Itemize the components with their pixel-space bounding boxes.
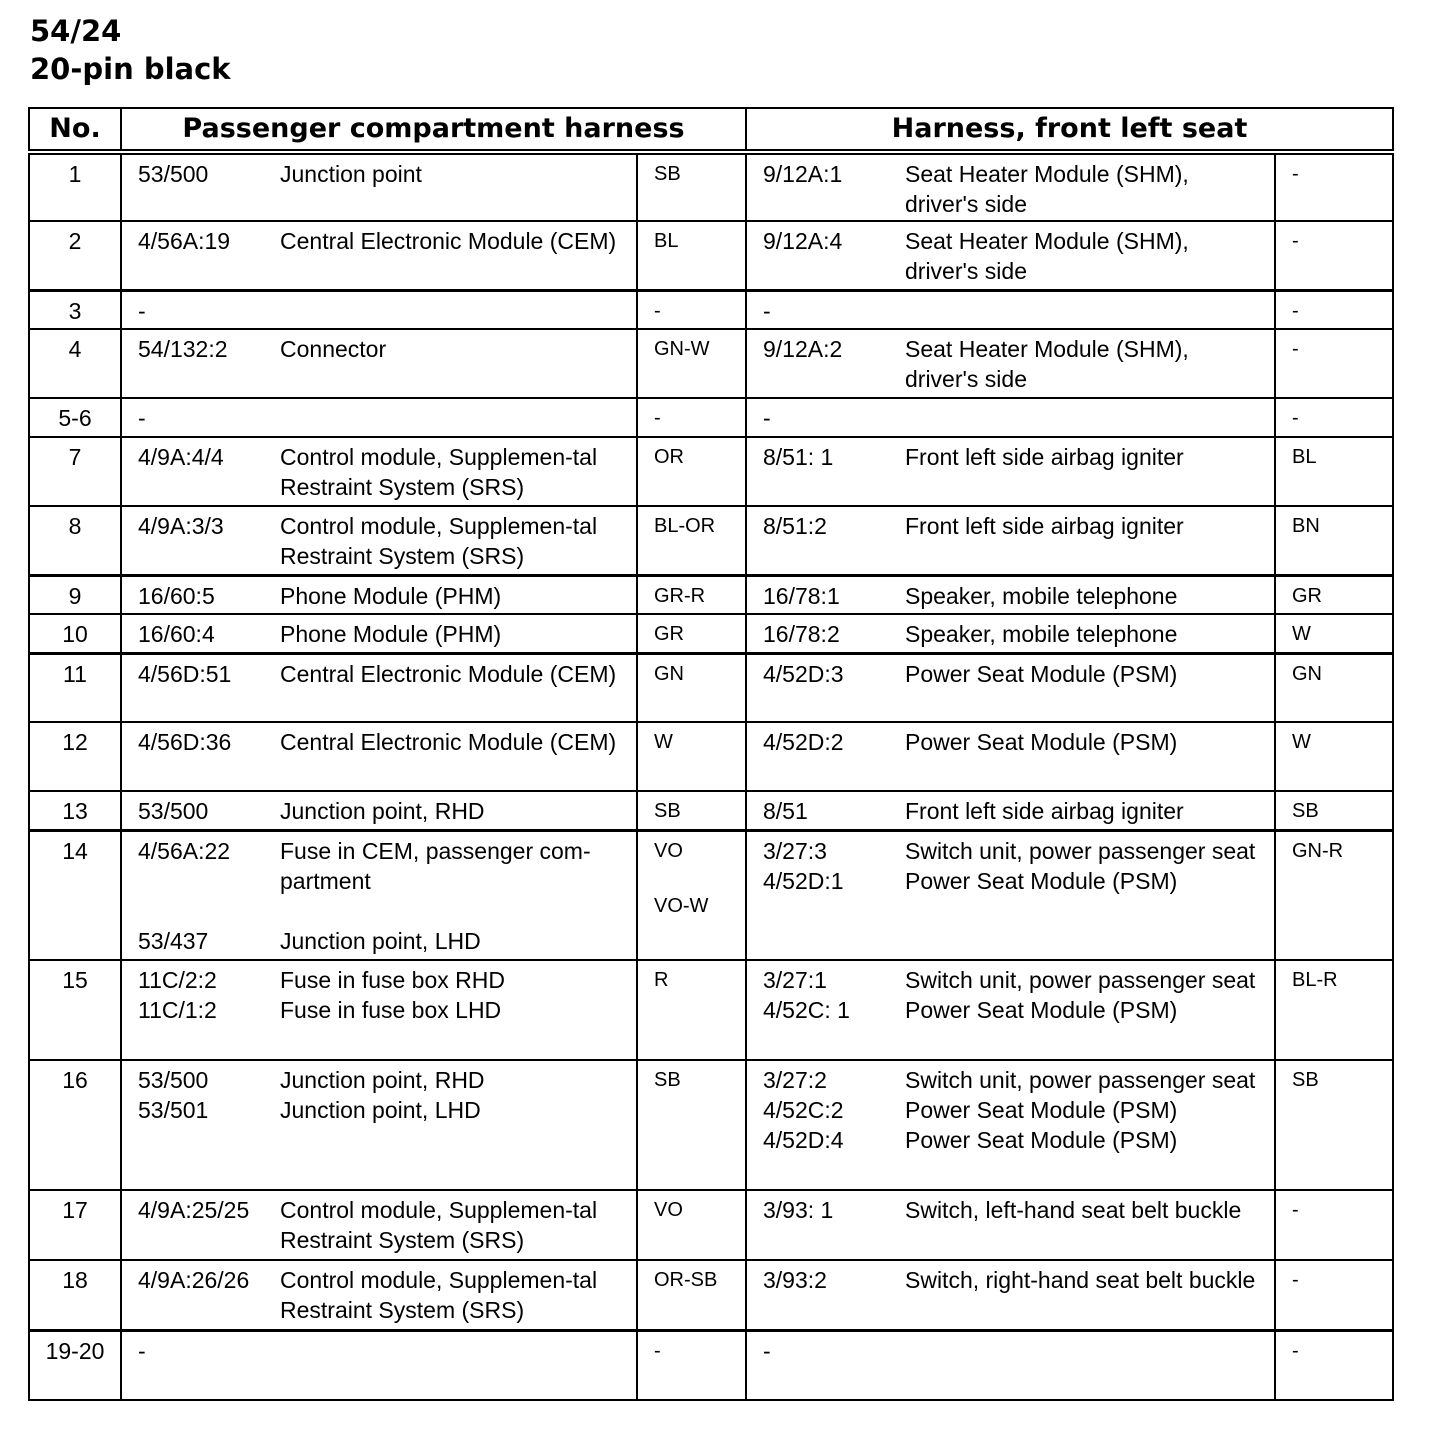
- left-color-cell: [637, 575, 746, 614]
- pin-number: 9: [29, 575, 121, 614]
- right-harness-cell: [746, 221, 1275, 290]
- right-color-cell: [1275, 722, 1393, 791]
- right-harness-cell: [746, 653, 1275, 722]
- component-description: Central Electronic Module (CEM): [280, 729, 617, 755]
- left-harness-cell: [121, 290, 637, 329]
- right-color-cell: [1275, 960, 1393, 1060]
- component-code: -: [138, 297, 146, 324]
- right-harness-cell: [746, 1260, 1275, 1330]
- component-code: 16/78:2: [763, 621, 840, 647]
- pin-number: 4: [29, 329, 121, 398]
- component-description: Front left side airbag igniter: [905, 444, 1184, 470]
- wire-color: OR: [654, 446, 684, 468]
- component-code: 3/93:2: [763, 1267, 827, 1293]
- pin-number: 15: [29, 960, 121, 1060]
- pin-number: 10: [29, 614, 121, 653]
- component-description: [905, 296, 1266, 326]
- wire-color: OR-SB: [654, 1269, 718, 1291]
- left-harness-cell: [121, 1190, 637, 1260]
- wire-color: -: [1292, 1339, 1299, 1362]
- pin-number: 12: [29, 722, 121, 791]
- component-description: Central Electronic Module (CEM): [280, 660, 617, 687]
- pin-number: 13: [29, 791, 121, 830]
- wire-color: BN: [1292, 515, 1320, 537]
- wire-color: -: [654, 1339, 661, 1362]
- left-harness-entry: [138, 1195, 628, 1255]
- table-row: [29, 1260, 1393, 1330]
- component-description: Switch unit, power passenger seat: [905, 1067, 1256, 1093]
- table-row: [29, 653, 1393, 722]
- component-code: 3/27:1: [763, 967, 827, 993]
- component-description: [280, 1336, 628, 1366]
- component-description: Seat Heater Module (SHM), driver's side: [905, 336, 1189, 392]
- component-description: Control module, Supplemen-tal Restraint System (SRS): [280, 1197, 598, 1253]
- right-harness-entry: [763, 995, 1266, 1025]
- component-description: Central Electronic Module (CEM): [280, 228, 617, 254]
- component-code: 9/12A:2: [763, 336, 843, 362]
- component-description: Speaker, mobile telephone: [905, 621, 1178, 647]
- component-code: 4/52D:4: [763, 1127, 844, 1153]
- table-row: [29, 1190, 1393, 1260]
- component-code: 11C/1:2: [138, 997, 217, 1023]
- right-harness-entry: [763, 866, 1266, 896]
- component-description: Front left side airbag igniter: [905, 513, 1184, 539]
- wire-color: SB: [654, 163, 681, 185]
- component-description: Control module, Supplemen-tal Restraint System (SRS): [280, 513, 598, 569]
- component-code: 16/60:5: [138, 582, 215, 609]
- pin-number: 1: [29, 152, 121, 221]
- left-color-cell: [637, 1060, 746, 1190]
- pin-number: 8: [29, 506, 121, 575]
- component-description: Power Seat Module (PSM): [905, 729, 1178, 755]
- wire-color: -: [654, 407, 661, 429]
- left-harness-cell: [121, 329, 637, 398]
- pin-table: [28, 107, 1394, 1401]
- component-code: 4/56A:19: [138, 228, 231, 254]
- wire-color: GR: [654, 623, 684, 645]
- wire-color: GN-W: [654, 338, 710, 360]
- table-row: [29, 722, 1393, 791]
- left-harness-entry: [138, 659, 628, 689]
- component-code: 4/52D:3: [763, 660, 844, 687]
- table-row: [29, 329, 1393, 398]
- connector-description: 20-pin black: [30, 52, 231, 86]
- component-code: 3/93: 1: [763, 1197, 834, 1223]
- table-header-row: [29, 108, 1393, 152]
- right-color-cell: [1275, 575, 1393, 614]
- table-row: [29, 398, 1393, 437]
- right-harness-entry: [763, 1195, 1266, 1225]
- right-harness-cell: [746, 506, 1275, 575]
- pin-number: 16: [29, 1060, 121, 1190]
- left-color-cell: [637, 960, 746, 1060]
- component-code: 4/52D:1: [763, 867, 844, 894]
- right-color-cell: [1275, 221, 1393, 290]
- component-description: Fuse in fuse box RHD: [280, 967, 505, 993]
- wire-color: VO: [654, 839, 683, 862]
- left-harness-entry: [138, 334, 628, 364]
- component-code: 9/12A:1: [763, 161, 843, 187]
- pin-number: 11: [29, 653, 121, 722]
- component-description: Seat Heater Module (SHM), driver's side: [905, 228, 1189, 284]
- pin-number: 19-20: [29, 1330, 121, 1400]
- component-code: 53/500: [138, 161, 209, 187]
- wire-color: W: [654, 731, 673, 753]
- wire-color: -: [1292, 230, 1299, 252]
- component-description: Power Seat Module (PSM): [905, 997, 1178, 1023]
- left-harness-entry: [138, 965, 628, 995]
- right-color-cell: [1275, 614, 1393, 653]
- left-color-cell: [637, 506, 746, 575]
- right-harness-entry: [763, 836, 1266, 866]
- wire-color: W: [1292, 623, 1311, 645]
- wire-color: BL: [654, 230, 679, 252]
- wire-color: -: [654, 299, 661, 322]
- wire-color: -: [1292, 299, 1299, 322]
- wire-color: -: [1292, 407, 1299, 429]
- pin-number: 3: [29, 290, 121, 329]
- wire-color: GN: [654, 662, 684, 685]
- component-description: Power Seat Module (PSM): [905, 867, 1178, 894]
- left-harness-entry: [138, 511, 628, 571]
- left-color-cell: [637, 437, 746, 506]
- right-harness-cell: [746, 830, 1275, 960]
- right-harness-entry: [763, 727, 1266, 757]
- left-color-cell: [637, 329, 746, 398]
- left-harness-entry: [138, 226, 628, 256]
- wire-color: GN-R: [1292, 839, 1344, 862]
- left-color-cell: [637, 614, 746, 653]
- component-description: Speaker, mobile telephone: [905, 582, 1178, 609]
- wire-color: BL-R: [1292, 969, 1338, 991]
- component-description: [280, 403, 628, 433]
- component-code: 4/52C:2: [763, 1097, 844, 1123]
- pin-number: 18: [29, 1260, 121, 1330]
- right-color-cell: [1275, 329, 1393, 398]
- table-row: [29, 791, 1393, 830]
- component-code: 54/132:2: [138, 336, 228, 362]
- component-code: 16/78:1: [763, 582, 840, 609]
- left-harness-cell: [121, 1330, 637, 1400]
- table-row: [29, 960, 1393, 1060]
- component-code: 16/60:4: [138, 621, 215, 647]
- component-description: Phone Module (PHM): [280, 582, 502, 609]
- left-harness-entry: [138, 442, 628, 502]
- component-code: 4/52C: 1: [763, 997, 850, 1023]
- component-description: Junction point, RHD: [280, 1067, 485, 1093]
- connector-id: 54/24: [30, 14, 122, 48]
- wire-color: -: [1292, 1199, 1299, 1221]
- right-harness-cell: [746, 1190, 1275, 1260]
- left-harness-entry: [138, 159, 628, 189]
- component-description: Power Seat Module (PSM): [905, 660, 1178, 687]
- component-description: Fuse in CEM, passenger com-partment: [280, 837, 591, 894]
- right-harness-entry: [763, 619, 1266, 649]
- component-description: Phone Module (PHM): [280, 621, 502, 647]
- component-code: 53/500: [138, 1067, 209, 1093]
- component-description: Control module, Supplemen-tal Restraint System (SRS): [280, 1267, 598, 1323]
- right-harness-cell: [746, 437, 1275, 506]
- wire-color: -: [1292, 338, 1299, 360]
- left-harness-cell: [121, 960, 637, 1060]
- right-harness-entry: [763, 334, 1266, 394]
- component-code: -: [138, 405, 146, 431]
- left-harness-cell: [121, 791, 637, 830]
- wire-color: -: [1292, 163, 1299, 185]
- table-row: [29, 437, 1393, 506]
- table-row: [29, 1060, 1393, 1190]
- left-harness-entry: [138, 926, 628, 956]
- right-harness-cell: [746, 1060, 1275, 1190]
- table-row: [29, 221, 1393, 290]
- component-code: 4/9A:26/26: [138, 1267, 250, 1293]
- right-harness-cell: [746, 290, 1275, 329]
- right-color-cell: [1275, 1330, 1393, 1400]
- component-description: Connector: [280, 336, 387, 362]
- wire-color: BL: [1292, 446, 1317, 468]
- component-description: Seat Heater Module (SHM), driver's side: [905, 161, 1189, 217]
- right-harness-entry: [763, 581, 1266, 611]
- component-code: -: [763, 297, 771, 324]
- component-description: Power Seat Module (PSM): [905, 1097, 1178, 1123]
- component-code: 4/9A:4/4: [138, 444, 224, 470]
- right-harness-entry: [763, 403, 1266, 433]
- left-color-cell: [637, 398, 746, 437]
- table-row: [29, 152, 1393, 221]
- component-code: -: [763, 1337, 771, 1364]
- component-code: 53/437: [138, 927, 209, 954]
- right-harness-cell: [746, 329, 1275, 398]
- right-harness-entry: [763, 796, 1266, 826]
- component-description: [280, 296, 628, 326]
- wire-color: SB: [654, 1069, 681, 1091]
- table-row: [29, 614, 1393, 653]
- left-harness-cell: [121, 1060, 637, 1190]
- right-color-cell: [1275, 290, 1393, 329]
- component-code: 4/56A:22: [138, 837, 231, 864]
- right-color-cell: [1275, 830, 1393, 960]
- right-harness-cell: [746, 960, 1275, 1060]
- left-color-cell: [637, 1260, 746, 1330]
- right-color-cell: [1275, 506, 1393, 575]
- component-code: 8/51: [763, 798, 808, 824]
- right-harness-entry: [763, 1125, 1266, 1155]
- left-color-cell: [637, 221, 746, 290]
- wire-color: VO-W: [654, 894, 709, 917]
- left-harness-entry: [138, 1336, 628, 1366]
- left-harness-cell: [121, 722, 637, 791]
- wire-color: GR: [1292, 584, 1322, 607]
- right-harness-entry: [763, 1095, 1266, 1125]
- wire-color: SB: [1292, 800, 1319, 822]
- left-harness-entry: [138, 581, 628, 611]
- left-harness-cell: [121, 653, 637, 722]
- component-description: Junction point: [280, 161, 422, 187]
- connector-title: [30, 12, 231, 88]
- left-harness-cell: [121, 398, 637, 437]
- right-color-cell: [1275, 1060, 1393, 1190]
- header-front-left-seat-harness: Harness, front left seat: [746, 108, 1393, 152]
- left-harness-entry: [138, 619, 628, 649]
- right-color-cell: [1275, 437, 1393, 506]
- wire-color: SB: [654, 800, 681, 822]
- component-code: 53/500: [138, 798, 209, 824]
- component-description: Switch unit, power passenger seat: [905, 837, 1256, 864]
- component-code: 4/9A:25/25: [138, 1197, 250, 1223]
- component-code: -: [138, 1337, 146, 1364]
- component-code: 8/51:2: [763, 513, 827, 539]
- pin-number: 2: [29, 221, 121, 290]
- component-code: 4/52D:2: [763, 729, 844, 755]
- right-harness-entry: [763, 965, 1266, 995]
- left-harness-entry: [138, 995, 628, 1025]
- wire-color: SB: [1292, 1069, 1319, 1091]
- right-harness-entry: [763, 442, 1266, 472]
- component-code: 11C/2:2: [138, 967, 217, 993]
- left-color-cell: [637, 653, 746, 722]
- component-code: 3/27:3: [763, 837, 827, 864]
- wire-color: W: [1292, 731, 1311, 753]
- wire-color: VO: [654, 1199, 683, 1221]
- pin-number: 14: [29, 830, 121, 960]
- component-description: [905, 1336, 1266, 1366]
- component-description: Switch unit, power passenger seat: [905, 967, 1256, 993]
- component-description: Junction point, LHD: [280, 1097, 481, 1123]
- wire-color: -: [1292, 1269, 1299, 1291]
- left-color-cell: [637, 1190, 746, 1260]
- left-harness-cell: [121, 152, 637, 221]
- right-harness-entry: [763, 1065, 1266, 1095]
- right-color-cell: [1275, 791, 1393, 830]
- pin-number: 7: [29, 437, 121, 506]
- left-harness-cell: [121, 437, 637, 506]
- right-harness-cell: [746, 1330, 1275, 1400]
- right-harness-cell: [746, 722, 1275, 791]
- component-description: Switch, left-hand seat belt buckle: [905, 1197, 1242, 1223]
- left-color-cell: [637, 791, 746, 830]
- header-no: No.: [29, 108, 121, 152]
- left-harness-cell: [121, 1260, 637, 1330]
- right-color-cell: [1275, 152, 1393, 221]
- component-description: Fuse in fuse box LHD: [280, 997, 502, 1023]
- right-harness-entry: [763, 1336, 1266, 1366]
- left-harness-entry: [138, 727, 628, 757]
- wire-color: GN: [1292, 662, 1322, 685]
- component-code: 8/51: 1: [763, 444, 834, 470]
- table-row: [29, 506, 1393, 575]
- component-code: 3/27:2: [763, 1067, 827, 1093]
- component-description: Junction point, LHD: [280, 927, 481, 954]
- component-description: Switch, right-hand seat belt buckle: [905, 1267, 1256, 1293]
- left-harness-entry: [138, 1065, 628, 1095]
- left-harness-cell: [121, 575, 637, 614]
- left-color-cell: [637, 830, 746, 960]
- left-harness-entry: [138, 1095, 628, 1125]
- right-harness-cell: [746, 614, 1275, 653]
- left-harness-cell: [121, 830, 637, 960]
- component-description: Power Seat Module (PSM): [905, 1127, 1178, 1153]
- component-code: -: [763, 405, 771, 431]
- component-code: 4/56D:51: [138, 660, 232, 687]
- left-harness-cell: [121, 221, 637, 290]
- left-color-cell: [637, 722, 746, 791]
- right-harness-entry: [763, 159, 1266, 219]
- wire-color: GR-R: [654, 584, 706, 607]
- right-harness-entry: [763, 296, 1266, 326]
- left-harness-entry: [138, 403, 628, 433]
- left-color-cell: [637, 152, 746, 221]
- right-harness-cell: [746, 398, 1275, 437]
- left-harness-entry: [138, 1265, 628, 1325]
- right-color-cell: [1275, 1260, 1393, 1330]
- component-code: 4/9A:3/3: [138, 513, 224, 539]
- right-color-cell: [1275, 398, 1393, 437]
- right-harness-cell: [746, 791, 1275, 830]
- wire-color: R: [654, 969, 669, 991]
- header-passenger-harness: Passenger compartment harness: [121, 108, 746, 152]
- component-description: Control module, Supplemen-tal Restraint System (SRS): [280, 444, 598, 500]
- wire-color: BL-OR: [654, 515, 716, 537]
- left-harness-entry: [138, 836, 628, 896]
- left-harness-cell: [121, 614, 637, 653]
- component-description: [905, 403, 1266, 433]
- left-harness-entry: [138, 796, 628, 826]
- table-row: [29, 1330, 1393, 1400]
- right-harness-entry: [763, 659, 1266, 689]
- left-color-cell: [637, 1330, 746, 1400]
- table-row: [29, 830, 1393, 960]
- table-row: [29, 575, 1393, 614]
- pin-number: 5-6: [29, 398, 121, 437]
- component-code: 53/501: [138, 1097, 209, 1123]
- right-harness-cell: [746, 575, 1275, 614]
- right-harness-entry: [763, 511, 1266, 541]
- left-harness-entry: [138, 296, 628, 326]
- component-description: Junction point, RHD: [280, 798, 485, 824]
- component-code: 4/56D:36: [138, 729, 232, 755]
- right-color-cell: [1275, 1190, 1393, 1260]
- pin-number: 17: [29, 1190, 121, 1260]
- right-harness-cell: [746, 152, 1275, 221]
- component-code: 9/12A:4: [763, 228, 843, 254]
- component-description: Front left side airbag igniter: [905, 798, 1184, 824]
- left-harness-cell: [121, 506, 637, 575]
- right-color-cell: [1275, 653, 1393, 722]
- left-color-cell: [637, 290, 746, 329]
- right-harness-entry: [763, 1265, 1266, 1295]
- right-harness-entry: [763, 226, 1266, 286]
- table-row: [29, 290, 1393, 329]
